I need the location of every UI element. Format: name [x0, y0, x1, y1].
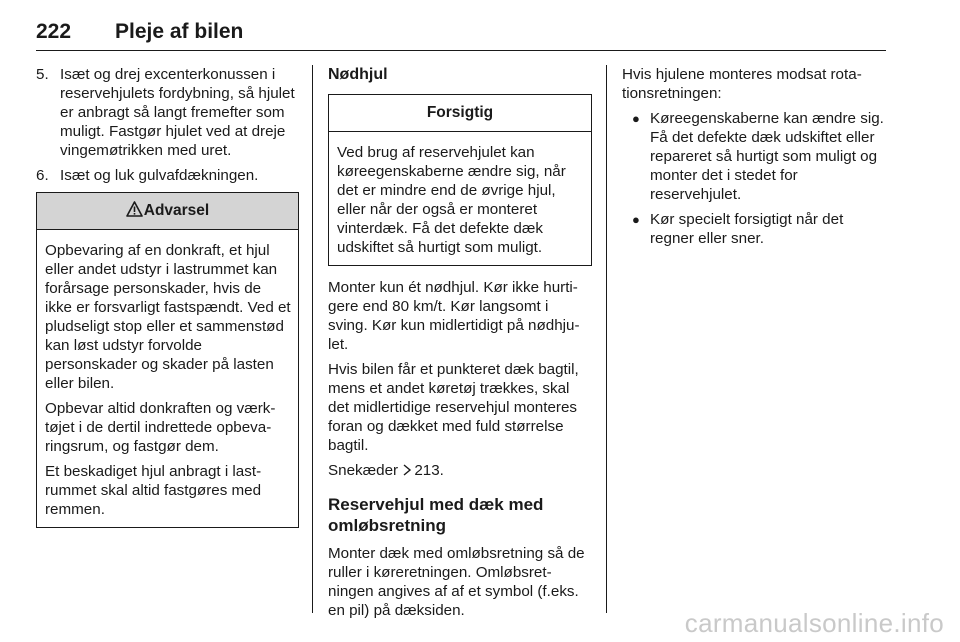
page-header: [36, 14, 886, 51]
bullet-item: [622, 109, 888, 204]
step-text: Isæt og luk gulvafdækningen.: [60, 167, 259, 184]
intro-paragraph: Hvis hjulene monteres modsat rotationsretningen:: [622, 66, 862, 102]
xref-page: 213.: [414, 462, 444, 479]
bullet-list: [622, 109, 888, 248]
step-item: [36, 166, 299, 185]
column-2: [328, 65, 592, 626]
column-3: [622, 65, 888, 254]
page-number: 222: [36, 20, 72, 43]
caution-body: [329, 132, 591, 265]
column-divider-2: [606, 65, 607, 613]
warning-paragraph: Et beskadiget hjul anbragt i lastrummet skal altid fastgøres med remmen.: [45, 463, 262, 518]
bullet-dot-icon: ●: [632, 212, 640, 227]
step-text: Isæt og drej excenterkonussen i reservehjulets fordybning, så hjulet er anbragt så langt fremefter som muligt. Fastgør hjulet ved at dreje vingemøtrikken med uret.: [60, 66, 295, 159]
caution-box: [328, 94, 592, 266]
warning-title: Advarsel: [143, 202, 210, 219]
body-paragraph: Monter dæk med omløbsretning så de ruller i køreretningen. Omløbsretningen angives af af et symbol (f.eks. en pil) på dæksiden.: [328, 545, 585, 619]
warning-header: [37, 193, 298, 230]
warning-paragraph: Opbevaring af en donkraft, et hjul eller andet udstyr i lastrummet kan forårsage personskader, hvis de ikke er forsvarligt fastspændt. Ved et pludseligt stop eller et sammenstød kan løst udstyr forvolde personskader og skader på lasten eller bilen.: [45, 242, 291, 392]
caution-text: Ved brug af reservehjulet kan køreegenskaberne ændre sig, når det er mindre end de øvrige hjul, eller når der også er monteret vinterdæk. Få det defekte dæk udskiftet så hurtigt som muligt.: [337, 144, 566, 256]
body-paragraph: Monter kun ét nødhjul. Kør ikke hurtigere end 80 km/t. Kør langsomt i sving. Kør kun midlertidigt på nødhjulet.: [328, 279, 580, 353]
page-reference-icon: [402, 463, 412, 482]
bullet-text: Køreegenskaberne kan ændre sig. Få det defekte dæk udskiftet eller repareret så hurtigt som muligt og monter det i stedet for reservehjulet.: [650, 110, 884, 203]
section-title: Nødhjul: [328, 66, 388, 83]
body-paragraph: Hvis bilen får et punkteret dæk bagtil, mens et andet køretøj trækkes, skal det midlertidige reservehjul monteres foran og dækket med fuld størrelse bagtil.: [328, 361, 579, 454]
warning-triangle-icon: [126, 195, 143, 231]
xref-label: Snekæder: [328, 462, 399, 479]
cross-reference[interactable]: [328, 461, 592, 482]
step-number: 5.: [36, 66, 49, 83]
warning-paragraph: Opbevar altid donkraften og værktøjet i de dertil indrettede opbevaringsrum, og fastgør dem.: [45, 400, 276, 455]
bullet-item: [622, 210, 888, 248]
step-number: 6.: [36, 167, 49, 184]
page-title: Pleje af bilen: [115, 20, 244, 43]
warning-box: [36, 192, 299, 528]
caution-header: Forsigtig: [329, 95, 591, 132]
column-divider-1: [312, 65, 313, 613]
bullet-text: Kør specielt forsigtigt når det regner eller sner.: [650, 211, 844, 247]
subheading: Reservehjul med dæk med omløbsretning: [328, 495, 544, 535]
step-list: [36, 65, 299, 185]
bullet-dot-icon: ●: [632, 111, 640, 126]
watermark: carmanualsonline.info: [684, 608, 944, 638]
column-1: [36, 65, 299, 528]
step-item: [36, 65, 299, 160]
warning-body: [37, 230, 298, 527]
